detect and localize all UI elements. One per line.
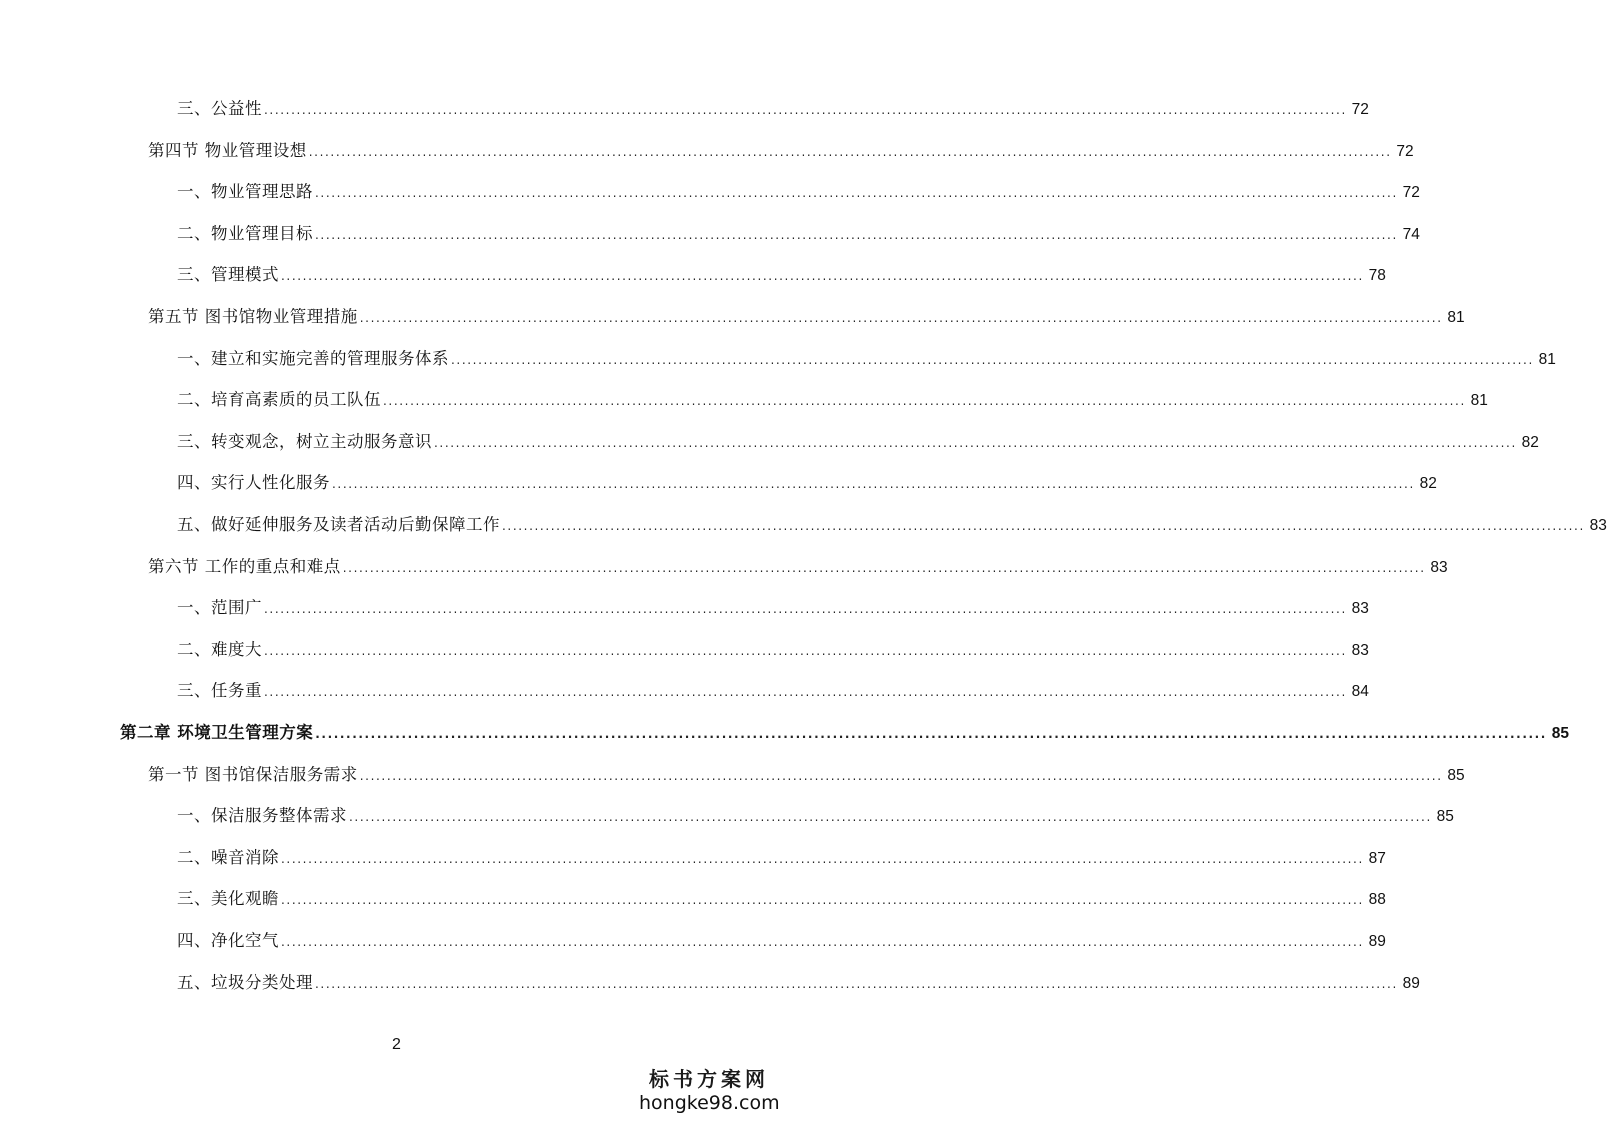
- toc-entry-item[interactable]: [177, 637, 1369, 663]
- toc-entry-title: 第六节 工作的重点和难点: [148, 556, 341, 576]
- dot-leader: ........................................................................................................................................................................................................: [281, 893, 1364, 908]
- toc-entry-item[interactable]: [177, 262, 1386, 288]
- toc-entry-section[interactable]: [148, 554, 1448, 580]
- toc-entry-title: 一、范围广: [177, 598, 262, 618]
- toc-entry-title: 第五节 图书馆物业管理措施: [148, 307, 358, 326]
- toc-entry-item[interactable]: [177, 845, 1386, 871]
- toc-entry-page-number: 83: [1430, 558, 1448, 576]
- toc-entry-page-number: 72: [1402, 184, 1420, 202]
- dot-leader: ........................................................................................................................................................................................................: [281, 269, 1364, 284]
- toc-entry-title: 第四节 物业管理设想: [148, 140, 307, 160]
- toc-entry-item[interactable]: [177, 512, 1607, 538]
- page-number: 2: [392, 1036, 401, 1053]
- toc-entry-section[interactable]: [148, 138, 1414, 164]
- toc-entry-page-number: 88: [1368, 891, 1386, 909]
- toc-entry-title: 三、转变观念，树立主动服务意识: [177, 431, 432, 451]
- toc-entry-title: 五、垃圾分类处理: [177, 972, 313, 992]
- toc-entry-title: 二、难度大: [177, 639, 262, 659]
- toc-entry-title: 第二章 环境卫生管理方案: [120, 723, 314, 742]
- dot-leader: ........................................................................................................................................................................................................: [451, 352, 1534, 367]
- toc-entry-title: 第一节 图书馆保洁服务需求: [148, 764, 358, 784]
- dot-leader: ........................................................................................................................................................................................................: [332, 477, 1415, 492]
- toc-entry-item[interactable]: [177, 387, 1488, 413]
- dot-leader: ........................................................................................................................................................................................................: [264, 602, 1347, 617]
- toc-entry-page-number: 82: [1419, 475, 1437, 493]
- dot-leader: ........................................................................................................................................................................................................: [342, 560, 1426, 575]
- toc-entry-page-number: 87: [1368, 849, 1386, 867]
- toc-entry-title: 四、净化空气: [177, 931, 279, 950]
- dot-leader: ........................................................................................................................................................................................................: [264, 643, 1347, 658]
- toc-entry-page-number: 85: [1551, 725, 1569, 742]
- toc-entry-item[interactable]: [177, 803, 1454, 829]
- toc-entry-section[interactable]: [148, 304, 1465, 330]
- toc-entry-page-number: 82: [1521, 433, 1539, 451]
- toc-entry-item[interactable]: [177, 179, 1420, 205]
- toc-entry-page-number: 72: [1396, 142, 1414, 160]
- toc-entry-item[interactable]: [177, 221, 1420, 247]
- toc-entry-page-number: 84: [1351, 683, 1369, 701]
- toc-entry-item[interactable]: [177, 886, 1386, 912]
- toc-entry-page-number: 81: [1538, 350, 1556, 368]
- toc-entry-title: 二、噪音消除: [177, 847, 279, 867]
- dot-leader: ........................................................................................................................................................................................................: [349, 810, 1432, 825]
- dot-leader: ........................................................................................................................................................................................................: [315, 186, 1398, 201]
- toc-entry-title: 五、做好延伸服务及读者活动后勤保障工作: [177, 515, 500, 534]
- dot-leader: ........................................................................................................................................................................................................: [264, 685, 1347, 700]
- toc-entry-item[interactable]: [177, 470, 1437, 496]
- toc-entry-title: 一、物业管理思路: [177, 182, 313, 202]
- dot-leader: ........................................................................................................................................................................................................: [308, 144, 1392, 159]
- dot-leader: ........................................................................................................................................................................................................: [502, 519, 1585, 533]
- toc-entry-page-number: 83: [1351, 641, 1369, 659]
- watermark-cn-text: 标书方案网: [649, 1067, 769, 1091]
- toc-entry-page-number: 83: [1589, 517, 1607, 534]
- toc-entry-title: 一、建立和实施完善的管理服务体系: [177, 348, 449, 368]
- toc-entry-title: 四、实行人性化服务: [177, 473, 330, 493]
- toc-entry-page-number: 78: [1368, 267, 1386, 285]
- toc-entry-page-number: 89: [1368, 933, 1386, 950]
- toc-entry-page-number: 85: [1436, 808, 1454, 826]
- toc-entry-item[interactable]: [177, 595, 1369, 621]
- dot-leader: ........................................................................................................................................................................................................: [383, 394, 1466, 409]
- toc-entry-title: 三、公益性: [177, 99, 262, 118]
- toc-entry-page-number: 81: [1470, 392, 1488, 410]
- toc-entry-chapter[interactable]: [120, 720, 1569, 746]
- toc-entry-item[interactable]: [177, 678, 1369, 704]
- dot-leader: ........................................................................................................................................................................................................: [264, 103, 1347, 117]
- dot-leader: ........................................................................................................................................................................................................: [281, 935, 1364, 949]
- dot-leader: ........................................................................................................................................................................................................: [315, 976, 1398, 991]
- watermark-url-text: hongke98.com: [639, 1092, 780, 1114]
- toc-entry-page-number: 72: [1351, 101, 1369, 118]
- toc-entry-title: 二、培育高素质的员工队伍: [177, 390, 381, 410]
- dot-leader: ........................................................................................................................................................................................................: [434, 435, 1517, 450]
- toc-entry-item[interactable]: [177, 928, 1386, 954]
- toc-entry-item[interactable]: [177, 429, 1539, 455]
- dot-leader: ........................................................................................................................................................................................................: [359, 768, 1443, 783]
- toc-entry-section[interactable]: [148, 762, 1465, 788]
- toc-entry-title: 三、管理模式: [177, 265, 279, 285]
- dot-leader: ........................................................................................................................................................................................................: [359, 311, 1443, 325]
- toc-entry-title: 一、保洁服务整体需求: [177, 806, 347, 826]
- toc-entry-page-number: 85: [1447, 766, 1465, 784]
- toc-entry-page-number: 83: [1351, 600, 1369, 618]
- toc-entry-page-number: 81: [1447, 309, 1465, 326]
- toc-entry-title: 三、美化观瞻: [177, 889, 279, 909]
- toc-entry-title: 三、任务重: [177, 681, 262, 701]
- toc-entry-item[interactable]: [177, 970, 1420, 996]
- watermark-logo: [639, 1066, 779, 1114]
- toc-entry-title: 二、物业管理目标: [177, 223, 313, 243]
- dot-leader: ........................................................................................................................................................................................................: [281, 851, 1364, 866]
- toc-entry-item[interactable]: [177, 346, 1556, 372]
- toc-entry-page-number: 89: [1402, 974, 1420, 992]
- dot-leader: ........................................................................................................................................................................................................: [315, 227, 1398, 242]
- dot-leader: ........................................................................................................................................................................................................: [315, 727, 1547, 741]
- toc-entry-page-number: 74: [1402, 225, 1420, 243]
- toc-entry-item[interactable]: [177, 96, 1369, 122]
